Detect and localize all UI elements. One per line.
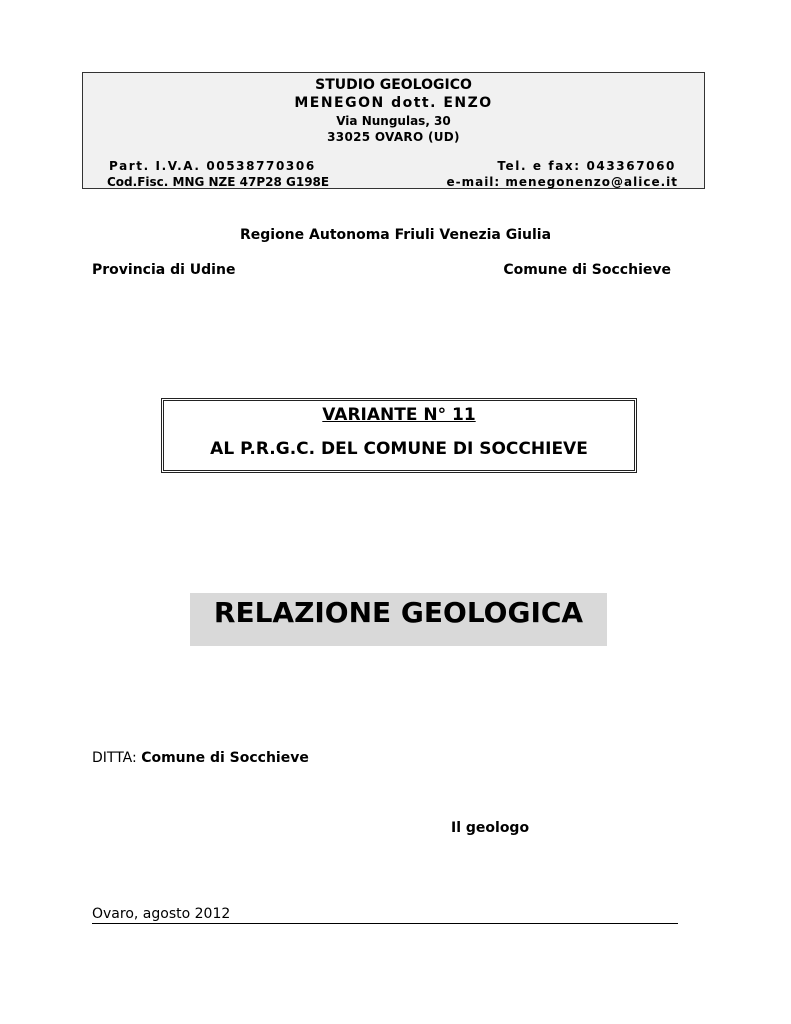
fiscal-code: Cod.Fisc. MNG NZE 47P28 G198E xyxy=(107,175,330,189)
variant-box xyxy=(161,398,637,473)
footer-place-date: Ovaro, agosto 2012 xyxy=(92,906,678,924)
vat-number: Part. I.V.A. 00538770306 xyxy=(109,159,316,173)
address-street: Via Nungulas, 30 xyxy=(336,114,451,128)
province-label: Provincia di Udine xyxy=(92,262,236,278)
client-line xyxy=(92,750,309,766)
studio-title: STUDIO GEOLOGICO xyxy=(315,77,472,93)
phone-fax: Tel. e fax: 043367060 xyxy=(497,159,676,173)
address-city: 33025 OVARO (UD) xyxy=(327,130,460,144)
variant-subtitle: AL P.R.G.C. DEL COMUNE DI SOCCHIEVE xyxy=(210,439,588,459)
client-label: DITTA: xyxy=(92,750,137,766)
client-value: Comune di Socchieve xyxy=(141,750,309,766)
letterhead-box xyxy=(82,72,705,189)
report-title: RELAZIONE GEOLOGICA xyxy=(190,593,607,646)
geologist-name: MENEGON dott. ENZO xyxy=(294,95,493,111)
email-address: e-mail: menegonenzo@alice.it xyxy=(446,175,678,189)
municipality-label: Comune di Socchieve xyxy=(503,262,671,278)
signature-label: Il geologo xyxy=(451,820,530,836)
variant-title: VARIANTE N° 11 xyxy=(322,405,476,425)
region-heading: Regione Autonoma Friuli Venezia Giulia xyxy=(239,227,552,243)
